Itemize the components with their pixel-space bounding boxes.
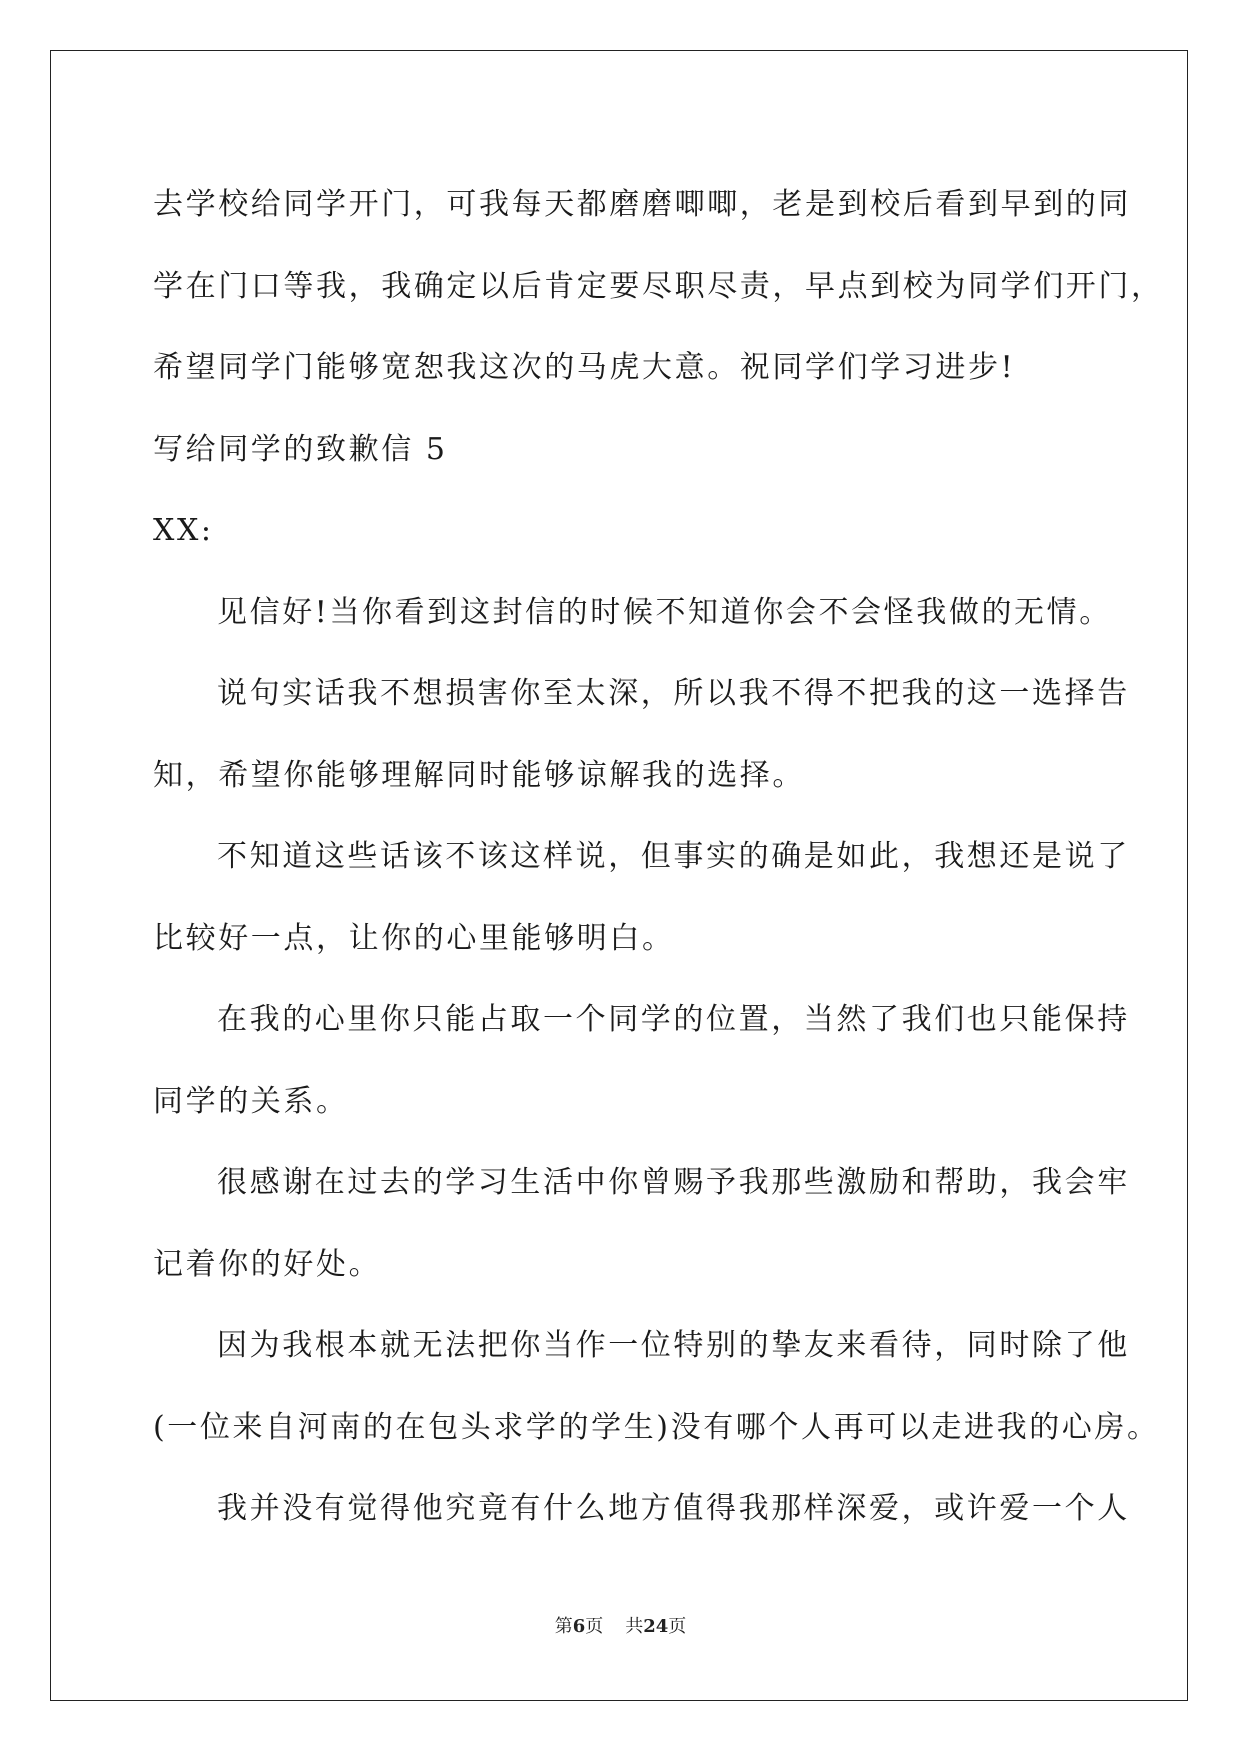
text-line: 同学的关系。 — [153, 1083, 349, 1119]
paragraph-start: 说句实话我不想损害你至太深，所以我不得不把我的这一选择告 — [217, 676, 1130, 711]
text-line: (一位来自河南的在包头求学的学生)没有哪个人再可以走进我的心房。 — [153, 1409, 1160, 1445]
total-prefix: 共 — [625, 1616, 644, 1637]
text-line: 知，希望你能够理解同时能够谅解我的选择。 — [153, 757, 805, 793]
paragraph-start: 不知道这些话该不该这样说，但事实的确是如此，我想还是说了 — [217, 839, 1130, 874]
salutation: XX: — [153, 513, 214, 548]
paragraph-start: 见信好!当你看到这封信的时候不知道你会不会怪我做的无情。 — [217, 594, 1112, 630]
text-line: 去学校给同学开门，可我每天都磨磨唧唧，老是到校后看到早到的同 — [153, 187, 1131, 222]
total-suffix: 页 — [668, 1616, 687, 1637]
section-heading: 写给同学的致歉信 5 — [153, 431, 448, 467]
page-footer — [0, 1612, 1241, 1638]
document-body — [153, 164, 1164, 1550]
paragraph-start: 很感谢在过去的学习生活中你曾赐予我那些激励和帮助，我会牢 — [217, 1165, 1130, 1200]
page-suffix: 页 — [585, 1616, 604, 1637]
page-prefix: 第 — [554, 1616, 573, 1637]
paragraph-start: 我并没有觉得他究竟有什么地方值得我那样深爱，或许爱一个人 — [217, 1491, 1130, 1526]
text-line: 比较好一点，让你的心里能够明白。 — [153, 920, 675, 956]
text-line: 学在门口等我，我确定以后肯定要尽职尽责，早点到校为同学们开门， — [153, 268, 1164, 304]
text-line: 记着你的好处。 — [153, 1246, 382, 1282]
page-total: 24 — [643, 1616, 669, 1637]
paragraph-start: 因为我根本就无法把你当作一位特别的挚友来看待，同时除了他 — [217, 1328, 1130, 1363]
paragraph-start: 在我的心里你只能占取一个同学的位置，当然了我们也只能保持 — [217, 1002, 1130, 1037]
page-current: 6 — [572, 1616, 586, 1637]
text-line: 希望同学门能够宽恕我这次的马虎大意。祝同学们学习进步! — [153, 350, 1016, 385]
